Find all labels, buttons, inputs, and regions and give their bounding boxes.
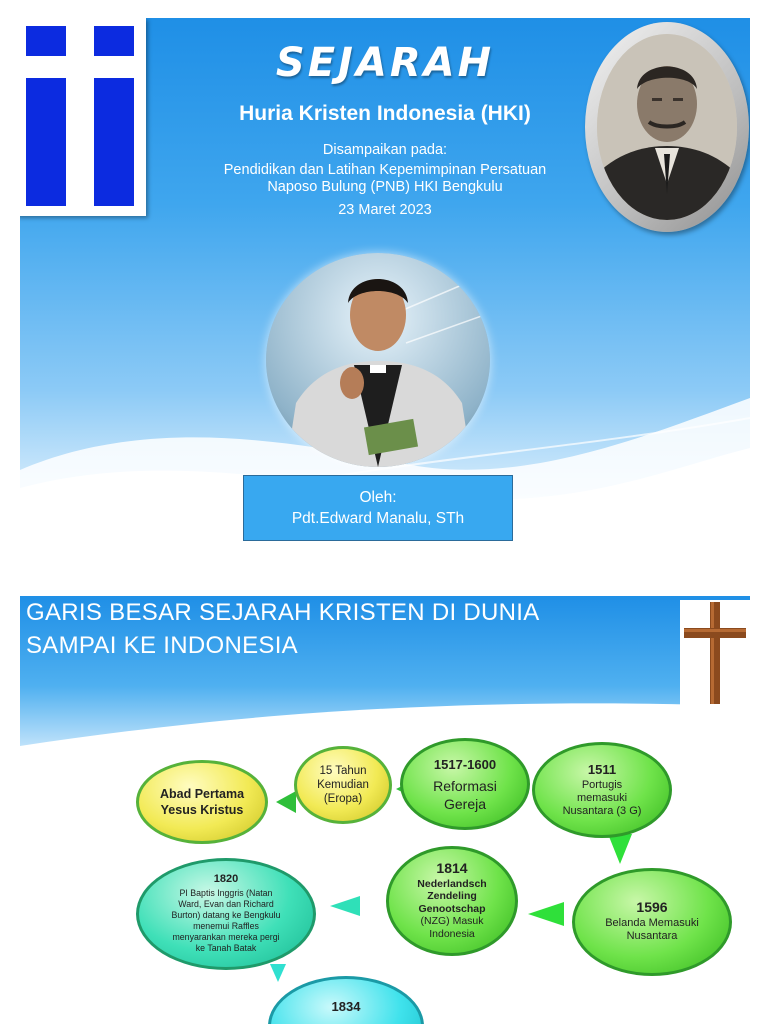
node-text: Nederlandsch [417,877,487,890]
slide2-title [26,596,586,662]
timeline-node-15-years [294,746,392,824]
node-text: Gereja [443,795,487,812]
node-year: 1511 [587,761,617,777]
wooden-cross [680,600,750,706]
node-text: Reformasi [433,777,497,794]
timeline-node-1596 [572,868,732,976]
arrow-1 [276,791,296,813]
node-year: 1517-1600 [433,756,497,772]
node-text: Belanda Memasuki [605,917,699,929]
timeline-node-1517 [400,738,530,830]
node-year: 1814 [436,860,468,876]
slide2-title-line-2: SAMPAI KE INDONESIA [26,632,298,659]
node-text: ke Tanah Batak [195,943,257,953]
by-label: Oleh: [359,489,397,506]
speaker-photo-icon [266,253,490,467]
node-text: Yesus Kristus [160,803,244,817]
wooden-cross-icon [680,600,750,706]
node-year: 1834 [331,999,361,1014]
node-text: Portugis [581,778,623,791]
presented-label: Disampaikan pada: [322,142,448,158]
arrow-4 [528,902,564,926]
node-year: 1596 [636,899,668,915]
node-text: menyarankan mereka pergi [172,932,280,942]
slide2-title-line-1: GARIS BESAR SEJARAH KRISTEN DI DUNIA [26,599,540,626]
node-text: (Eropa) [323,793,363,805]
timeline-node-1814 [386,846,518,956]
slide-subtitle: Huria Kristen Indonesia (HKI) [239,102,531,125]
node-text: memasuki [576,791,628,804]
founder-photo-icon [597,34,737,220]
node-text: Ward, Evan dan Richard [178,899,274,909]
arrow-3 [608,834,632,864]
timeline-slide [20,596,750,1024]
node-text: Indonesia [429,927,475,940]
node-text: Nusantara [626,930,678,942]
presenter-box [243,475,513,541]
arrow-6 [270,964,286,982]
timeline-node-1511 [532,742,672,838]
slide-title: SEJARAH [275,40,495,86]
node-text: Zendeling [427,890,477,902]
event-date: 23 Maret 2023 [338,202,432,218]
timeline-node-1834 [268,976,424,1024]
timeline-node-1820 [136,858,316,970]
node-text: Burton) datang ke Bengkulu [171,910,281,920]
title-slide [20,18,750,550]
arrow-5 [330,896,360,916]
node-text: Genootschap [418,902,486,915]
node-text: 15 Tahun [319,765,367,777]
node-text: Nusantara (3 G) [562,804,642,817]
node-text: PI Baptis Inggris (Natan [179,888,273,898]
node-year: 1820 [213,873,239,885]
speaker-photo [266,253,490,467]
node-text: Kemudian [317,779,369,791]
event-line-2: Naposo Bulung (PNB) HKI Bengkulu [267,179,503,195]
node-text: Abad Pertama [159,787,245,801]
event-line-1: Pendidikan dan Latihan Kepemimpinan Persatuan [223,162,547,178]
founder-portrait [585,22,749,232]
timeline-node-first-century [136,760,268,844]
node-text: menemui Raffles [193,921,259,931]
node-text: (NZG) Masuk [420,915,484,927]
presenter-name: Pdt.Edward Manalu, STh [291,510,465,527]
